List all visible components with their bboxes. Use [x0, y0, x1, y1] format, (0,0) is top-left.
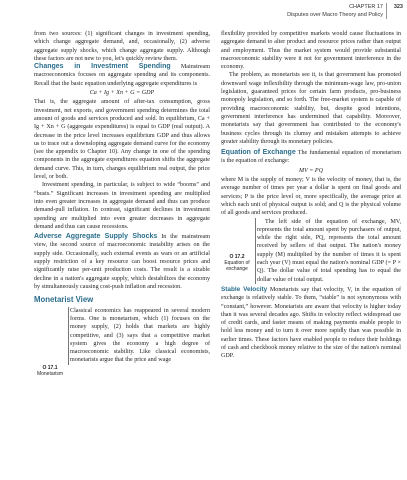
right-column: [221, 30, 401, 361]
paragraph: flexibility provided by competitive markets would cause fluctuations in aggregate demand to alter product and resource prices rather than output and employment. Thus the market system would provide substantial macroeconomic stability were it not for government interference in the economy.: [221, 31, 401, 71]
section-heading-equation-of-exchange: Equation of Exchange: [221, 149, 296, 157]
section-heading-investment: Changes in Investment Spending: [34, 63, 171, 71]
equation-aggregate-expenditures: Ca + Ig + Xn + G = GDP: [89, 90, 155, 97]
page-number: 323: [393, 4, 403, 10]
paragraph: Classical economics has reappeared in several modern forms. One is monetarism, which (1) focuses on the money supply, (2) holds that markets are highly competitive, and (3) says that a competitive market system gives the economy a high degree of macroeconomic stability. Like classical economists, monetarists argue that the price and wage: [70, 307, 210, 364]
margin-divider: [255, 218, 256, 284]
chapter-label: CHAPTER 17: [349, 4, 383, 10]
margin-note-label: Monetarism: [36, 370, 64, 377]
paragraph-text: Monetarists say that velocity, V, in the equation of exchange is relatively stable. To them, “stable” is not synonymous with “constant,” however. Monetarists are aware that velocity is higher today than it was several decades ago. Shifts in velocity reflect widespread use of credit cards, and faster means of making payments enable people to hold less money and to turn it over more rapidly than was possible in earlier times. These factors have enabled people to reduce their holdings of cash and checkbook money relative to the size of the nation's nominal GDP.: [221, 286, 402, 360]
margin-note-number: O 17.1: [42, 364, 58, 371]
left-column: [34, 30, 211, 377]
margin-block: [221, 218, 401, 284]
paragraph-text: The fundamental equation of monetarism is the equation of exchange:: [221, 150, 401, 165]
margin-note-number: O 17.2: [229, 253, 245, 260]
paragraph: Investment spending, in particular, is subject to wide “booms” and “busts.” Significant increases in investment spending are multiplied into even greater increases in aggregate demand and thus can produce demand-pull inflation. In contrast, significant declines in investment spending are multiplied into even greater decreases in aggregate demand and thus can cause recessions.: [34, 182, 210, 230]
paragraph-text: Mainstream macroeconomics focuses on aggregate spending and its components. Recall that the basic equation underlying aggregate expenditures is: [34, 64, 210, 87]
margin-divider: [68, 307, 69, 365]
paragraph: That is, the aggregate amount of after-tax consumption, gross investment, net exports, and government spending determines the total amount of goods and services produced and sold. In equilibrium, Ca + Ig + Xn + G (aggregate expenditures) is equal to GDP (real output). A decrease in the price level increases equilibrium GDP and thus allows us to trace out a downsloping aggregate demand curve for the economy (see the appendix to Chapter 10). Any change in one of the spending components in the aggregate expenditures equation shifts the aggregate demand curve. This, in turn, changes equilibrium real output, the price level, or both.: [34, 99, 210, 181]
margin-note-label: Equation of exchange: [224, 259, 250, 272]
margin-block: [34, 307, 210, 377]
section-heading-monetarist-view: Monetarist View: [34, 295, 94, 305]
paragraph: [34, 233, 210, 291]
paragraph: The left side of the equation of exchange, MV, represents the total amount spent by purchasers of output, while the right side, PQ, represents the total amount received by sellers of that output. The nation's money supply (M) multiplied by the number of times it is spent each year (V) must equal the nation's nominal GDP (= P × Q). The dollar value of total spending has to equal the dollar value of total output.: [257, 218, 401, 283]
paragraph: from two sources: (1) significant changes in investment spending, which change aggregate demand, and, occasionally, (2) adverse aggregate supply shocks, which change aggregate supply. Although these factors are not new to you, let's quickly review them.: [34, 31, 210, 62]
equation-of-exchange: MV = PQ: [299, 167, 323, 174]
paragraph: [34, 63, 210, 88]
paragraph: where M is the supply of money; V is the velocity of money, that is, the average number of times per year a dollar is spent on final goods and services; P is the price level or, more specifically, the average price at which each unit of physical output is sold; and Q is the physical volume of all goods and services produced.: [221, 177, 401, 217]
paragraph-text: In the mainstream view, the second source of macroeconomic instability arises on the supply side. Occasionally, such external events as wars or an artificial supply restriction of a key resource can boost resource prices and significantly raise per-unit production costs. The result is a sizable decline in a nation's aggregate supply, which destabilizes the economy by simultaneously causing cost-push inflation and recession.: [34, 234, 211, 290]
section-heading-supply-shocks: Adverse Aggregate Supply Shocks: [34, 233, 158, 241]
margin-note-equation-of-exchange[interactable]: [221, 254, 253, 272]
paragraph: The problem, as monetarists see it, is that government has promoted downward wage inflexibility through the minimum-wage law, pro-union legislation, guaranteed prices for certain farm products, pro-business monopoly legislation, and so forth. The free-market system is capable of providing macroeconomic stability, but, despite good intentions, government interference has undermined that capability. Moreover, monetarists say that government has contributed to the economy's business cycles through its clumsy and mistaken attempts to achieve greater stability through its monetary policies.: [221, 72, 401, 145]
header-divider: [386, 3, 387, 19]
margin-note-monetarism[interactable]: [34, 365, 66, 377]
section-heading-stable-velocity: Stable Velocity: [221, 285, 268, 293]
paragraph: [221, 149, 401, 166]
paragraph: [221, 286, 401, 361]
chapter-subtitle: Disputes over Macro Theory and Policy: [287, 12, 383, 18]
